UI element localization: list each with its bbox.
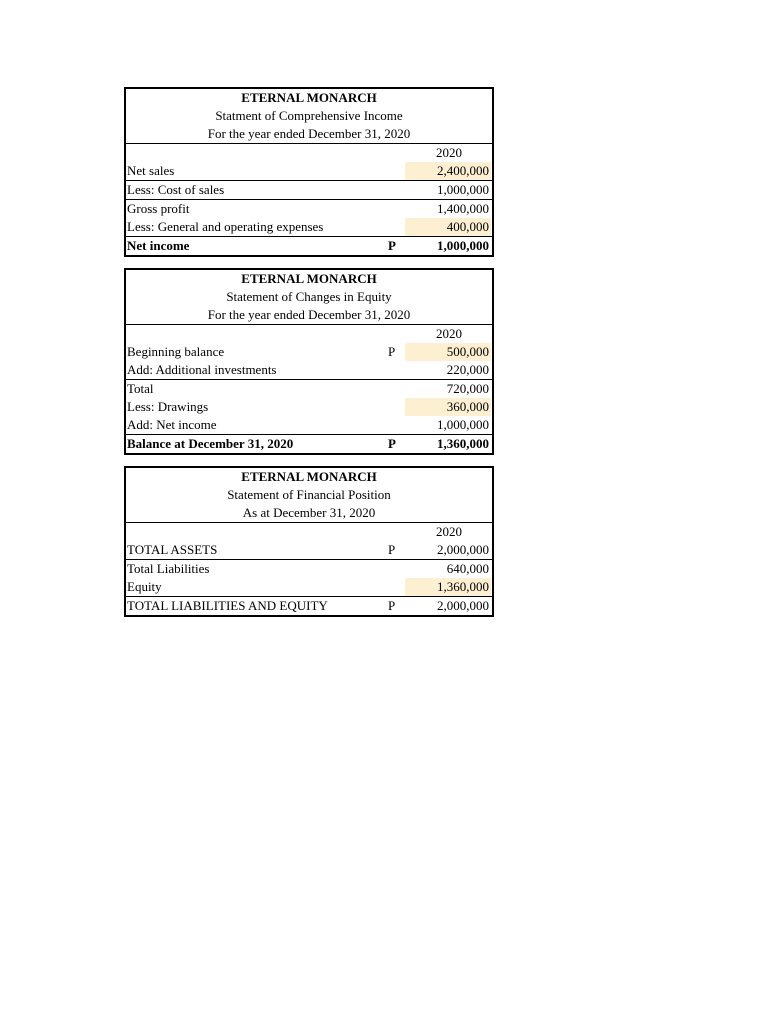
cost-of-sales-row — [126, 181, 492, 200]
income-statement-header — [126, 89, 492, 144]
row-label: Gross profit — [127, 201, 190, 216]
statement-period: For the year ended December 31, 2020 — [207, 307, 411, 322]
row-amount: 400,000 — [405, 218, 491, 236]
row-amount: 1,400,000 — [437, 201, 489, 216]
row-amount: 500,000 — [405, 343, 491, 361]
currency-symbol: P — [388, 436, 396, 451]
statement-period: As at December 31, 2020 — [242, 505, 376, 520]
currency-symbol: P — [388, 238, 396, 253]
company-name: ETERNAL MONARCH — [241, 271, 377, 286]
net-sales-row — [126, 162, 492, 181]
year-header: 2020 — [436, 524, 462, 539]
statement-title: Statment of Comprehensive Income — [215, 108, 403, 123]
equity-statement-header — [126, 270, 492, 325]
row-label: Net sales — [127, 163, 175, 178]
row-amount: 2,000,000 — [437, 542, 489, 557]
statement-title: Statement of Changes in Equity — [226, 289, 392, 304]
row-label: Add: Net income — [127, 417, 217, 432]
year-header-row — [126, 144, 492, 162]
row-label: Less: Cost of sales — [127, 182, 225, 197]
row-label: Total Liabilities — [127, 561, 210, 576]
row-label: Net income — [127, 238, 190, 253]
row-amount: 360,000 — [405, 398, 491, 416]
row-amount: 2,400,000 — [405, 162, 491, 180]
row-label: Add: Additional investments — [127, 362, 277, 377]
financial-position-header — [126, 468, 492, 523]
net-income-row — [126, 237, 492, 255]
operating-expenses-row — [126, 218, 492, 237]
row-amount: 1,360,000 — [405, 578, 491, 596]
row-amount: 1,000,000 — [437, 238, 489, 253]
equity-statement — [124, 268, 494, 455]
equity-row — [126, 578, 492, 597]
year-header-row — [126, 325, 492, 343]
company-name: ETERNAL MONARCH — [241, 90, 377, 105]
currency-symbol: P — [388, 598, 396, 613]
financial-position-statement — [124, 466, 494, 617]
total-row — [126, 380, 492, 398]
year-header: 2020 — [436, 145, 462, 160]
row-amount: 1,000,000 — [437, 182, 489, 197]
total-liabilities-and-equity-row — [126, 597, 492, 615]
row-label: Beginning balance — [127, 344, 225, 359]
row-label: Less: Drawings — [127, 399, 209, 414]
row-amount: 2,000,000 — [437, 598, 489, 613]
total-assets-row — [126, 541, 492, 560]
row-label: Equity — [127, 579, 162, 594]
statement-period: For the year ended December 31, 2020 — [207, 126, 411, 141]
additional-investments-row — [126, 361, 492, 380]
row-label: Balance at December 31, 2020 — [127, 436, 294, 451]
statement-title: Statement of Financial Position — [227, 487, 391, 502]
currency-symbol: P — [388, 542, 396, 557]
row-label: Total — [127, 381, 154, 396]
income-statement — [124, 87, 494, 257]
row-label: Less: General and operating expenses — [127, 219, 324, 234]
year-header-row — [126, 523, 492, 541]
row-amount: 1,000,000 — [437, 417, 489, 432]
row-amount: 640,000 — [446, 561, 489, 576]
year-header: 2020 — [436, 326, 462, 341]
row-label: TOTAL ASSETS — [127, 542, 218, 557]
beginning-balance-row — [126, 343, 492, 361]
add-net-income-row — [126, 416, 492, 435]
row-label: TOTAL LIABILITIES AND EQUITY — [127, 598, 328, 613]
currency-symbol: P — [388, 344, 396, 359]
total-liabilities-row — [126, 560, 492, 578]
row-amount: 1,360,000 — [437, 436, 489, 451]
row-amount: 220,000 — [446, 362, 489, 377]
company-name: ETERNAL MONARCH — [241, 469, 377, 484]
ending-balance-row — [126, 435, 492, 453]
drawings-row — [126, 398, 492, 416]
gross-profit-row — [126, 200, 492, 218]
row-amount: 720,000 — [446, 381, 489, 396]
